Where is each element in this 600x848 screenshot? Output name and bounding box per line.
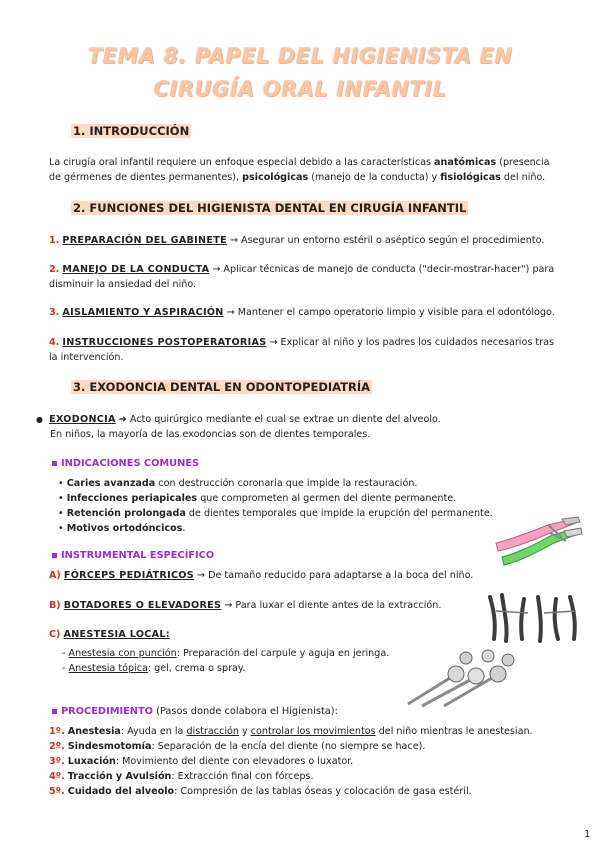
funcion-item-2: 2. MANEJO DE LA CONDUCTA → Aplicar técnicas de manejo de conducta ("decir-mostrar-hacer") para disminuir la ansiedad del niño. <box>49 264 555 290</box>
square-bullet-icon <box>52 461 57 466</box>
indicaciones-heading: INDICACIONES COMUNES <box>52 458 199 469</box>
list-item: 5º. Cuidado del alveolo: Compresión de las tablas óseas y colocación de gasa estéril. <box>49 786 472 797</box>
list-item: 1º. Anestesia: Ayuda en la distracción y controlar los movimientos del niño mientras le anestesian. <box>49 726 533 737</box>
indicaciones-list <box>58 476 498 536</box>
procedimiento-heading: PROCEDIMIENTO (Pasos donde colabora el Higienista): <box>52 706 338 717</box>
section-heading-exodoncia: 3. EXODONCIA DENTAL EN ODONTOPEDIATRÍA <box>73 380 371 394</box>
instrumental-item-a: A) FÓRCEPS PEDIÁTRICOS → De tamaño reducido para adaptarse a la boca del niño. <box>49 570 474 581</box>
intro-paragraph: La cirugía oral infantil requiere un enfoque especial debido a las características anatómicas (presencia de gérmenes de dientes permanentes), psicológicas (manejo de la conducta) y fisiológicas del niño. <box>49 157 550 183</box>
instrumental-heading: INSTRUMENTAL ESPECÍFICO <box>52 550 214 561</box>
list-item: • Motivos ortodóncicos. <box>58 523 186 534</box>
page-number: 1 <box>584 829 591 840</box>
list-item: • Caries avanzada con destrucción coronaria que impide la restauración. <box>58 478 418 489</box>
funcion-item-4: 4. INSTRUCCIONES POSTOPERATORIAS → Explicar al niño y los padres los cuidados necesarios tras la intervención. <box>49 337 554 363</box>
square-bullet-icon <box>52 709 57 714</box>
page-title-line2: CIRUGÍA ORAL INFANTIL <box>153 77 447 101</box>
instrumental-item-c: C) ANESTESIA LOCAL: <box>49 629 170 640</box>
section-heading-intro: 1. INTRODUCCIÓN <box>73 124 190 138</box>
section-heading-funciones: 2. FUNCIONES DEL HIGIENISTA DENTAL EN CIRUGÍA INFANTIL <box>73 201 467 215</box>
procedimiento-steps <box>49 724 579 799</box>
instrumental-item-b: B) BOTADORES O ELEVADORES → Para luxar el diente antes de la extracción. <box>49 600 442 611</box>
list-item: • Retención prolongada de dientes temporales que impide la erupción del permanente. <box>58 508 493 519</box>
anestesia-list <box>62 646 422 676</box>
list-item: 4º. Tracción y Avulsión: Extracción final con fórceps. <box>49 771 314 782</box>
exodoncia-definition: ● EXODONCIA ➜ Acto quirúrgico mediante el cual se extrae un diente del alveolo. En niños, la mayoría de las exodoncias son de dientes temporales. <box>36 414 441 440</box>
funcion-item-3: 3. AISLAMIENTO Y ASPIRACIÓN → Mantener el campo operatorio limpio y visible para el odontólogo. <box>49 307 555 318</box>
list-item: - Anestesia tópica: gel, crema o spray. <box>62 663 246 674</box>
dental-elevators-icon <box>484 593 588 645</box>
anesthesia-syringe-icon <box>404 648 518 708</box>
pediatric-forceps-icon <box>488 513 584 579</box>
list-item: - Anestesia con punción: Preparación del carpule y aguja en jeringa. <box>62 648 390 659</box>
page-title-line1: TEMA 8. PAPEL DEL HIGIENISTA EN <box>87 44 513 68</box>
funcion-item-1: 1. PREPARACIÓN DEL GABINETE → Asegurar un entorno estéril o aséptico según el procedimiento. <box>49 235 545 246</box>
list-item: 3º. Luxación: Movimiento del diente con elevadores o luxator. <box>49 756 354 767</box>
square-bullet-icon <box>52 553 57 558</box>
list-item: • Infecciones periapicales que comprometen al germen del diente permanente. <box>58 493 457 504</box>
list-item: 2º. Sindesmotomía: Separación de la encía del diente (no siempre se hace). <box>49 741 426 752</box>
